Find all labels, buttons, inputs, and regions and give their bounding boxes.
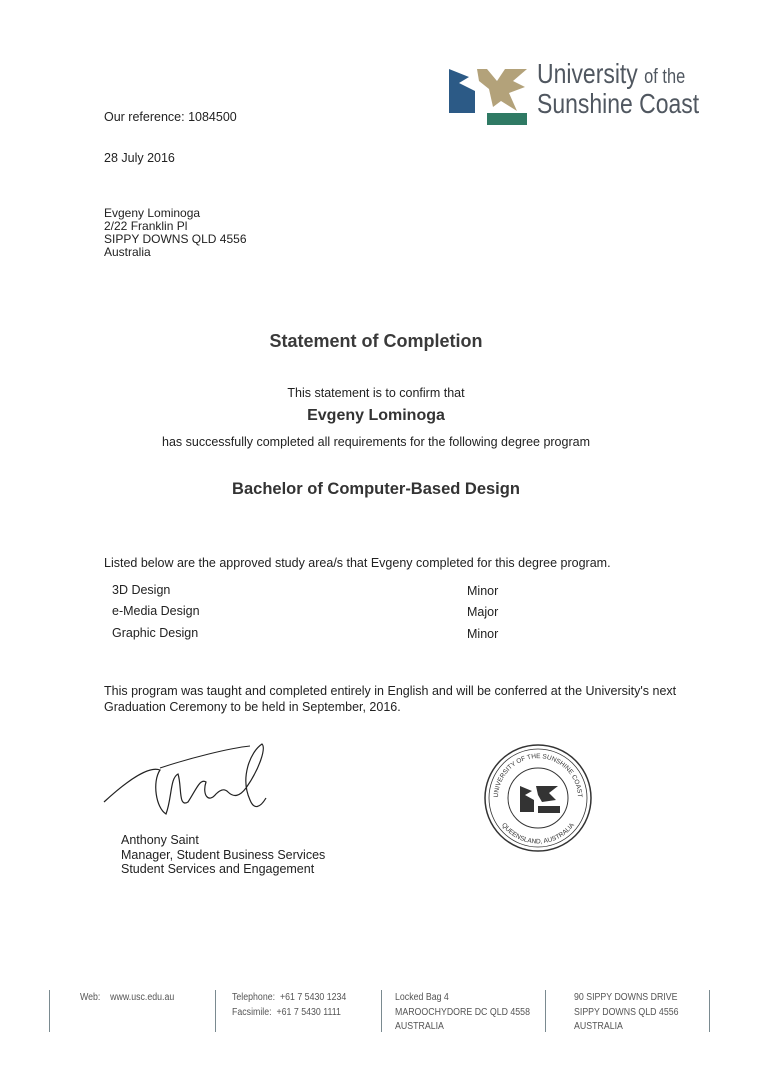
street-address xyxy=(574,991,679,1035)
date: 28 July 2016 xyxy=(104,151,175,165)
university-seal-icon xyxy=(478,742,598,854)
address-line: Australia xyxy=(104,245,151,259)
seal-text-top: UNIVERSITY OF THE SUNSHINE COAST xyxy=(492,753,584,798)
web-link[interactable]: www.usc.edu.au xyxy=(110,992,175,1003)
reference: Our reference: 1084500 xyxy=(104,110,237,124)
postal-line: MAROOCHYDORE DC QLD 4558 xyxy=(395,1006,530,1018)
footer-divider xyxy=(545,990,546,1032)
logo-sunshine-coast: Sunshine Coast xyxy=(537,88,700,119)
recipient-address xyxy=(104,207,247,259)
signatory-name: Anthony Saint xyxy=(121,833,199,847)
seal-text-bottom: QUEENSLAND, AUSTRALIA xyxy=(500,821,576,846)
study-area: e-Media Design xyxy=(112,604,200,618)
paragraph-line: Graduation Ceremony to be held in September, 2016. xyxy=(104,700,401,714)
street-line: AUSTRALIA xyxy=(574,1021,623,1032)
footer-divider xyxy=(215,990,216,1032)
signature-icon xyxy=(100,738,280,823)
study-area: Graphic Design xyxy=(112,626,199,640)
conferral-paragraph xyxy=(104,683,676,715)
signatory-department: Student Services and Engagement xyxy=(121,862,315,876)
svg-text:QUEENSLAND, AUSTRALIA xyxy=(500,821,576,845)
logo-of-the: of the xyxy=(644,66,686,88)
listed-text: Listed below are the approved study area/s that Evgeny completed for this degree program. xyxy=(104,556,611,570)
study-area-type: Minor xyxy=(467,584,499,598)
footer-divider xyxy=(49,990,50,1032)
signatory-block xyxy=(121,833,325,877)
document-title: Statement of Completion xyxy=(269,331,483,351)
telephone-label: Telephone: xyxy=(232,992,276,1003)
footer-divider xyxy=(709,990,710,1032)
street-line: SIPPY DOWNS QLD 4556 xyxy=(574,1006,679,1018)
student-name: Evgeny Lominoga xyxy=(307,407,445,424)
footer-divider xyxy=(381,990,382,1032)
telephone-number: +61 7 5430 1234 xyxy=(279,992,347,1003)
study-area: 3D Design xyxy=(112,583,171,597)
confirm-text: This statement is to confirm that xyxy=(287,386,465,400)
postal-address xyxy=(395,991,530,1035)
degree-name: Bachelor of Computer-Based Design xyxy=(232,480,520,498)
logo-university: University xyxy=(537,58,638,89)
web-label: Web: xyxy=(80,992,101,1003)
postal-line: Locked Bag 4 xyxy=(395,992,449,1003)
address-line: 2/22 Franklin Pl xyxy=(104,219,188,233)
address-line: SIPPY DOWNS QLD 4556 xyxy=(104,232,247,246)
street-line: 90 SIPPY DOWNS DRIVE xyxy=(574,992,678,1003)
study-area-type: Minor xyxy=(467,627,499,641)
facsimile-label: Facsimile: xyxy=(232,1006,272,1018)
postal-line: AUSTRALIA xyxy=(395,1021,444,1032)
paragraph-line: This program was taught and completed entirely in English and will be conferred at the University's next xyxy=(104,684,677,698)
facsimile-number: +61 7 5430 1111 xyxy=(276,1006,341,1018)
completed-text: has successfully completed all requirements for the following degree program xyxy=(162,435,590,449)
address-line: Evgeny Lominoga xyxy=(104,206,201,220)
study-area-type: Major xyxy=(467,605,499,619)
signatory-title: Manager, Student Business Services xyxy=(121,847,326,862)
logo-mark-icon xyxy=(449,67,529,127)
